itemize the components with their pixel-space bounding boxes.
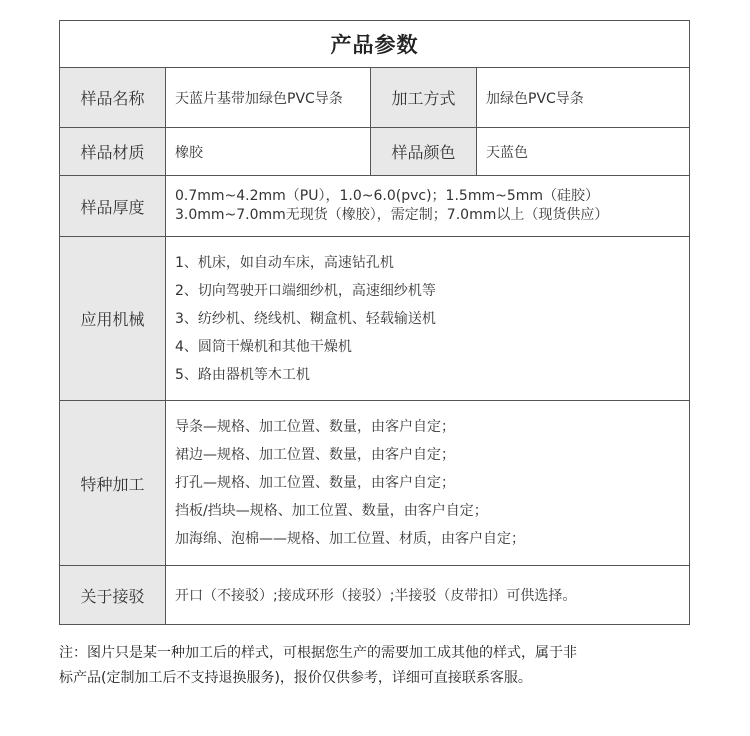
- table-title-row: [60, 21, 689, 67]
- list-item: 加海绵、泡棉——规格、加工位置、材质，由客户自定；: [175, 531, 525, 547]
- value-process-method: 加绿色PVC导条: [476, 68, 689, 127]
- value-sample-thickness: [165, 176, 689, 236]
- list-item: 导条—规格、加工位置、数量，由客户自定；: [175, 419, 455, 435]
- product-parameter-table: [59, 20, 690, 625]
- footnote-line: 注：图片只是某一种加工后的样式，可根据您生产的需要加工成其他的样式，属于非: [59, 645, 577, 661]
- value-special-processing: [165, 401, 689, 565]
- label-sample-material: 样品材质: [60, 128, 165, 175]
- row-material-color: [60, 127, 689, 175]
- value-application-machinery: [165, 237, 689, 400]
- table-title: 产品参数: [330, 33, 419, 57]
- value-about-joint: 开口（不接驳）;接成环形（接驳）;半接驳（皮带扣）可供选择。: [165, 566, 689, 624]
- row-machinery: [60, 236, 689, 400]
- row-thickness: [60, 175, 689, 236]
- list-item: 4、圆筒干燥机和其他干燥机: [175, 338, 352, 355]
- list-item: 2、切向驾驶开口端细纱机，高速细纱机等: [175, 282, 436, 299]
- label-process-method: 加工方式: [370, 68, 476, 127]
- footnote-line: 标产品(定制加工后不支持退换服务)，报价仅供参考，详细可直接联系客服。: [59, 670, 532, 686]
- list-item: 挡板/挡块—规格、加工位置、数量，由客户自定；: [175, 503, 488, 519]
- list-item: 打孔—规格、加工位置、数量，由客户自定；: [175, 475, 455, 491]
- list-item: 裙边—规格、加工位置、数量，由客户自定；: [175, 447, 455, 463]
- label-sample-thickness: 样品厚度: [60, 176, 165, 236]
- value-sample-color: 天蓝色: [476, 128, 689, 175]
- footnote: [59, 641, 699, 691]
- label-special-processing: 特种加工: [60, 401, 165, 565]
- thickness-line: 0.7mm~4.2mm（PU），1.0~6.0(pvc)；1.5mm~5mm（硅胶）: [175, 188, 600, 204]
- row-special-processing: [60, 400, 689, 565]
- label-application-machinery: 应用机械: [60, 237, 165, 400]
- thickness-line: 3.0mm~7.0mm无现货（橡胶），需定制；7.0mm以上（现货供应）: [175, 207, 609, 223]
- value-sample-material: 橡胶: [165, 128, 370, 175]
- value-sample-name: 天蓝片基带加绿色PVC导条: [165, 68, 370, 127]
- label-sample-name: 样品名称: [60, 68, 165, 127]
- row-name-process: [60, 67, 689, 127]
- list-item: 1、机床，如自动车床，高速钻孔机: [175, 254, 394, 271]
- label-about-joint: 关于接驳: [60, 566, 165, 624]
- list-item: 5、路由器机等木工机: [175, 366, 310, 383]
- list-item: 3、纺纱机、绕线机、糊盒机、轻载输送机: [175, 310, 436, 327]
- label-sample-color: 样品颜色: [370, 128, 476, 175]
- row-joint: [60, 565, 689, 624]
